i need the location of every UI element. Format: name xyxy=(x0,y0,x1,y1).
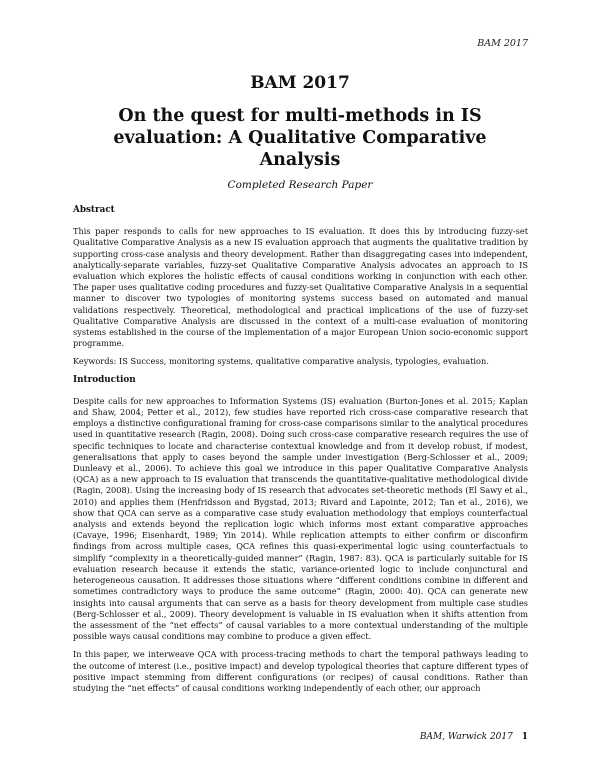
footer-text: BAM, Warwick 2017 xyxy=(419,732,513,742)
running-head: BAM 2017 xyxy=(477,38,528,49)
page-number: 1 xyxy=(521,732,528,742)
paper-type: Completed Research Paper xyxy=(227,179,373,191)
page-footer xyxy=(420,732,528,742)
keywords: Keywords: IS Success, monitoring systems, qualitative comparative analysis, typologies, evaluation. xyxy=(73,356,489,367)
abstract-text: This paper responds to calls for new approaches to IS evaluation. It does this by introducing fuzzy-set Qualitative Comparative Analysis as a new IS evaluation approach that augments the qualitative tradition by supporting cross-case analysis and theory development. Rather than disaggregating cases into independent, analytically-separate variables, fuzzy-set Qualitative Comparative Analysis advocates an approach to IS evaluation which explores the holistic effects of causal conditions working in conjunction with each other. The paper uses qualitative coding procedures and fuzzy-set Qualitative Comparative Analysis in a sequential manner to discover two typologies of monitoring systems success based on automated and manual validations respectively. Theoretical, methodological and practical implications of the use of fuzzy-set Qualitative Comparative Analysis are discussed in the context of a multi-case evaluation of monitoring systems established in the course of the implementation of a major European Union socio-economic support programme. xyxy=(73,226,528,349)
introduction-paragraph-1: Despite calls for new approaches to Information Systems (IS) evaluation (Burton-Jones et al. 2015; Kaplan and Shaw, 2004; Petter et al., 2012), few studies have reported rich cross-case comparative research that employs a distinctive configurational framing for cross-case comparisons similar to the analytical procedures used in quantitative research (Ragin, 2008). Doing such cross-case comparative research requires the use of specific techniques to locate and characterise contextual knowledge and from it develop robust, if modest, generalisations that apply to cases beyond the sample under investigation (Berg-Schlosser et al., 2009; Dunleavy et al., 2006). To achieve this goal we introduce in this paper Qualitative Comparative Analysis (QCA) as a new approach to IS evaluation that transcends the quantitative-qualitative methodological divide (Ragin, 2008). Using the increasing body of IS research that advocates set-theoretic methods (El Sawy et al., 2010) and applies them (Henfridsson and Bygstad, 2013; Rivard and Lapointe, 2012; Tan et al., 2016), we show that QCA can serve as a comparative case study evaluation methodology that employs counterfactual analysis and extends beyond the replication logic which informs most extant comparative approaches (Cavaye, 1996; Eisenhardt, 1989; Yin 2014). While replication attempts to either confirm or disconfirm findings from across multiple cases, QCA refines this quasi-experimental logic using counterfactuals to simplify “complexity in a theoretically-guided manner” (Ragin, 1987: 83). QCA is particularly suitable for IS evaluation research because it extends the static, variance-oriented logic to include conjunctural and heterogeneous causation. It addresses those situations where “different conditions combine in different and sometimes contradictory ways to produce the same outcome” (Ragin, 2000: 40). QCA can generate new insights into causal arguments that can serve as a basis for theory development from multiple case studies (Berg-Schlosser et al., 2009). Theory development is valuable in IS evaluation when it shifts attention from the assessment of the “net effects” of causal variables to a more contextual understanding of the multiple possible ways causal conditions may combine to produce a given effect. xyxy=(73,395,528,642)
abstract-heading: Abstract xyxy=(73,205,115,215)
introduction-paragraph-2: In this paper, we interweave QCA with process-tracing methods to chart the temporal pathways leading to the outcome of interest (i.e., positive impact) and develop typological theories that capture different types of positive impact stemming from different configurations (or recipes) of causal conditions. Rather than studying the “net effects” of causal conditions working independently of each other, our approach xyxy=(73,649,528,693)
conference-title: BAM 2017 xyxy=(250,73,350,93)
paper-body xyxy=(73,205,528,701)
introduction-heading: Introduction xyxy=(73,374,136,385)
paper-title: On the quest for multi-methods in IS evaluation: A Qualitative Comparative Analysis xyxy=(113,106,487,170)
